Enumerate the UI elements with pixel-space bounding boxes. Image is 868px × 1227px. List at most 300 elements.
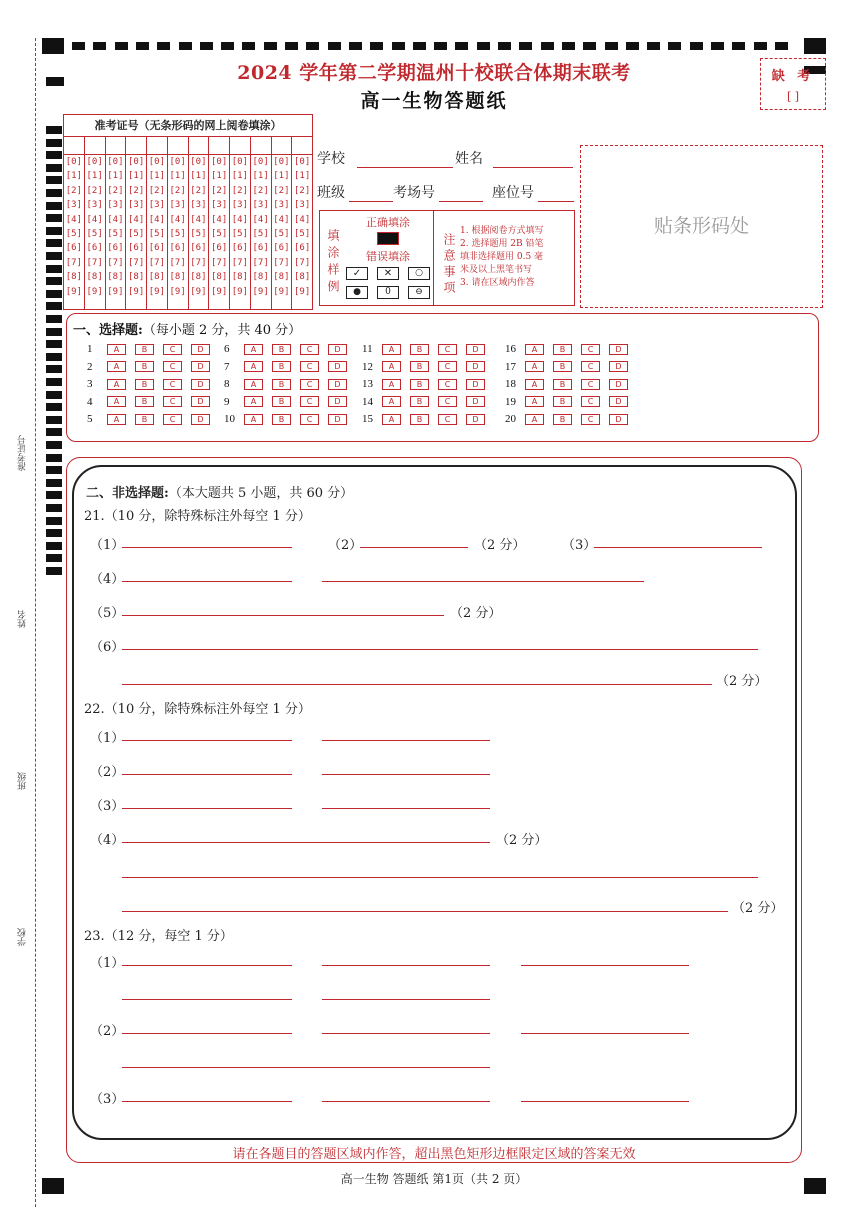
- exam-id-write-cell[interactable]: [85, 137, 105, 155]
- q23-3a-answer-line[interactable]: [122, 1101, 292, 1102]
- q23-2d-answer-line[interactable]: [122, 1067, 490, 1068]
- exam-id-digit-bubble[interactable]: [9]: [86, 286, 103, 297]
- q21-1-answer-line[interactable]: [122, 547, 292, 548]
- exam-id-column: [272, 137, 293, 309]
- exam-id-digit-bubble[interactable]: [2]: [107, 185, 124, 196]
- q23-1b-answer-line[interactable]: [322, 965, 490, 966]
- q21-4b-answer-line[interactable]: [322, 581, 644, 582]
- seat-label: 座位号: [492, 185, 534, 201]
- exam-id-digit-bubble[interactable]: [8]: [293, 272, 311, 283]
- choice-bubble-a[interactable]: A: [107, 379, 126, 390]
- exam-id-digit-bubble[interactable]: [5]: [127, 228, 145, 239]
- exam-id-digit-bubble[interactable]: [2]: [169, 185, 186, 196]
- exam-id-write-cell[interactable]: [64, 137, 84, 155]
- exam-id-digit-bubble[interactable]: [6]: [127, 243, 145, 254]
- question-number: 19: [505, 395, 516, 408]
- side-label-id: 准考证号: [18, 435, 28, 471]
- q23-2b-answer-line[interactable]: [322, 1033, 490, 1034]
- side-label-school: 学校: [18, 928, 28, 946]
- exam-id-digit-bubble[interactable]: [9]: [148, 286, 165, 297]
- exam-id-digit-bubble[interactable]: [1]: [65, 171, 82, 182]
- exam-id-digit-bubble[interactable]: [2]: [293, 185, 311, 196]
- exam-id-digit-bubble[interactable]: [6]: [65, 243, 82, 254]
- exam-id-write-cell[interactable]: [209, 137, 229, 155]
- seat-input[interactable]: [538, 186, 574, 202]
- timing-mark: [605, 42, 618, 50]
- exam-id-digit-bubble[interactable]: [0]: [273, 157, 290, 167]
- exam-id-digit-bubble[interactable]: [3]: [127, 200, 145, 211]
- exam-id-digit-bubble[interactable]: [4]: [169, 214, 186, 225]
- exam-id-digit-bubble[interactable]: [5]: [231, 228, 248, 239]
- choice-bubble-c[interactable]: C: [438, 361, 457, 372]
- choice-bubble-a[interactable]: A: [525, 379, 544, 390]
- exam-id-digit-bubble[interactable]: [2]: [86, 185, 103, 196]
- q22-part-label: （4）: [90, 833, 125, 848]
- exam-id-digit-bubble[interactable]: [1]: [293, 171, 311, 182]
- choice-bubble-c[interactable]: C: [163, 396, 182, 407]
- exam-id-digit-bubble[interactable]: [4]: [190, 214, 207, 225]
- exam-id-digit-bubble[interactable]: [3]: [293, 200, 311, 211]
- choice-bubble-d[interactable]: D: [609, 414, 628, 425]
- choice-bubble-b[interactable]: B: [272, 396, 291, 407]
- q22-2a-answer-line[interactable]: [122, 774, 292, 775]
- class-field: [317, 182, 393, 202]
- choice-bubble-a[interactable]: A: [525, 344, 544, 355]
- exam-id-digit-bubble[interactable]: [4]: [86, 214, 103, 225]
- exam-id-digit-bubble[interactable]: [7]: [252, 257, 269, 268]
- choice-bubble-b[interactable]: B: [553, 396, 572, 407]
- choice-bubble-c[interactable]: C: [300, 379, 319, 390]
- exam-id-write-cell[interactable]: [272, 137, 292, 155]
- q23-1c-answer-line[interactable]: [521, 965, 689, 966]
- exam-id-digit-bubble[interactable]: [2]: [252, 185, 269, 196]
- exam-id-digit-bubble[interactable]: [3]: [273, 200, 290, 211]
- exam-id-digit-bubble[interactable]: [8]: [65, 272, 82, 283]
- exam-id-digit-bubble[interactable]: [0]: [65, 157, 82, 167]
- exam-id-digit-bubble[interactable]: [9]: [127, 286, 145, 297]
- choice-bubble-d[interactable]: D: [609, 396, 628, 407]
- choice-question-row: [87, 413, 219, 425]
- exam-id-digit-bubble[interactable]: [2]: [273, 185, 290, 196]
- choice-bubble-b[interactable]: B: [553, 361, 572, 372]
- exam-id-digit-bubble[interactable]: [5]: [148, 228, 165, 239]
- q23-2a-answer-line[interactable]: [122, 1033, 292, 1034]
- exam-id-digit-bubble[interactable]: [9]: [293, 286, 311, 297]
- note-item: 填非选择题用 0.5 毫: [460, 252, 544, 262]
- absent-mark: [ ]: [786, 90, 800, 103]
- exam-id-digit-bubble[interactable]: [5]: [293, 228, 311, 239]
- choice-bubble-c[interactable]: C: [438, 344, 457, 355]
- exam-id-digit-bubble[interactable]: [7]: [273, 257, 290, 268]
- exam-id-digit-bubble[interactable]: [4]: [210, 214, 228, 225]
- timing-mark: [46, 441, 62, 449]
- exam-id-digit-bubble[interactable]: [1]: [190, 171, 207, 182]
- exam-id-digit-bubble[interactable]: [7]: [231, 257, 248, 268]
- choice-bubble-b[interactable]: B: [135, 379, 154, 390]
- exam-id-digit-bubble[interactable]: [6]: [107, 243, 124, 254]
- choice-bubble-a[interactable]: A: [244, 414, 263, 425]
- exam-id-digit-bubble[interactable]: [8]: [127, 272, 145, 283]
- exam-id-digit-bubble[interactable]: [2]: [127, 185, 145, 196]
- q22-part-label: （1）: [90, 731, 125, 746]
- choice-bubble-a[interactable]: A: [525, 361, 544, 372]
- choice-bubble-b[interactable]: B: [135, 361, 154, 372]
- timing-mark: [115, 42, 128, 50]
- choice-bubble-a[interactable]: A: [382, 396, 401, 407]
- exam-room-field: [393, 182, 483, 202]
- choice-bubble-d[interactable]: D: [466, 414, 485, 425]
- exam-id-digit-bubble[interactable]: [1]: [273, 171, 290, 182]
- choice-bubble-d[interactable]: D: [466, 379, 485, 390]
- name-field: [455, 148, 573, 168]
- q21-3-answer-line[interactable]: [594, 547, 762, 548]
- choice-bubble-b[interactable]: B: [272, 344, 291, 355]
- exam-id-digit-bubble[interactable]: [6]: [148, 243, 165, 254]
- timing-mark: [46, 302, 62, 310]
- choice-bubble-b[interactable]: B: [135, 344, 154, 355]
- choice-bubble-b[interactable]: B: [410, 344, 429, 355]
- section1-heading: 一、选择题:: [73, 323, 143, 338]
- timing-mark: [541, 42, 554, 50]
- q22-1a-answer-line[interactable]: [122, 740, 292, 741]
- timing-mark: [775, 42, 788, 50]
- timing-mark: [46, 340, 62, 348]
- timing-mark: [434, 42, 447, 50]
- q21-2-answer-line[interactable]: [360, 547, 468, 548]
- exam-id-digit-bubble[interactable]: [8]: [86, 272, 103, 283]
- exam-id-digit-bubble[interactable]: [6]: [190, 243, 207, 254]
- timing-mark: [285, 42, 298, 50]
- seat-field: [492, 182, 574, 202]
- choice-question-row: [87, 378, 219, 390]
- choice-bubble-a[interactable]: A: [107, 361, 126, 372]
- choice-bubble-b[interactable]: B: [553, 414, 572, 425]
- q22-3a-answer-line[interactable]: [122, 808, 292, 809]
- choice-bubble-a[interactable]: A: [382, 344, 401, 355]
- choice-bubble-a[interactable]: A: [244, 344, 263, 355]
- exam-id-digit-bubble[interactable]: [0]: [231, 157, 248, 167]
- q23-3b-answer-line[interactable]: [322, 1101, 490, 1102]
- exam-id-write-cell[interactable]: [189, 137, 209, 155]
- q23-3c-answer-line[interactable]: [521, 1101, 689, 1102]
- fill-sample-box: [319, 210, 575, 306]
- choice-bubble-a[interactable]: A: [107, 414, 126, 425]
- exam-id-digit-bubble[interactable]: [0]: [190, 157, 207, 167]
- exam-id-digit-bubble[interactable]: [3]: [252, 200, 269, 211]
- exam-id-digit-bubble[interactable]: [5]: [86, 228, 103, 239]
- q22-2b-answer-line[interactable]: [322, 774, 490, 775]
- choice-bubble-c[interactable]: C: [163, 361, 182, 372]
- choice-bubble-a[interactable]: A: [382, 414, 401, 425]
- choice-bubble-c[interactable]: C: [163, 379, 182, 390]
- sheet-title: 高一生物答题纸: [360, 90, 508, 112]
- exam-id-digit-bubble[interactable]: [7]: [293, 257, 311, 268]
- exam-id-digit-bubble[interactable]: [8]: [148, 272, 165, 283]
- exam-id-digit-bubble[interactable]: [1]: [210, 171, 228, 182]
- choice-bubble-a[interactable]: A: [244, 379, 263, 390]
- exam-id-digit-bubble[interactable]: [0]: [86, 157, 103, 167]
- question-number: 3: [87, 378, 93, 391]
- choice-bubble-d[interactable]: D: [609, 361, 628, 372]
- exam-id-digit-bubble[interactable]: [4]: [107, 214, 124, 225]
- exam-id-digit-bubble[interactable]: [3]: [231, 200, 248, 211]
- exam-id-digit-bubble[interactable]: [2]: [65, 185, 82, 196]
- school-label: 学校: [317, 151, 345, 167]
- exam-id-digit-bubble[interactable]: [1]: [252, 171, 269, 182]
- section1-note: （每小题 2 分，共 40 分）: [142, 323, 302, 338]
- exam-id-digit-bubble[interactable]: [3]: [65, 200, 82, 211]
- timing-mark: [46, 176, 62, 184]
- q21-part-label: （5）: [90, 606, 125, 621]
- choice-bubble-c[interactable]: C: [163, 414, 182, 425]
- section1-title: [73, 319, 301, 338]
- exam-id-digit-bubble[interactable]: [5]: [65, 228, 82, 239]
- q23-1a-answer-line[interactable]: [122, 965, 292, 966]
- exam-id-digit-bubble[interactable]: [4]: [273, 214, 290, 225]
- exam-id-write-cell[interactable]: [106, 137, 126, 155]
- exam-id-digit-bubble[interactable]: [9]: [210, 286, 228, 297]
- exam-id-digit-bubble[interactable]: [4]: [293, 214, 311, 225]
- exam-room-label: 考场号: [393, 185, 435, 201]
- choice-bubble-a[interactable]: A: [244, 396, 263, 407]
- exam-id-digit-bubble[interactable]: [1]: [169, 171, 186, 182]
- choice-bubble-b[interactable]: B: [135, 396, 154, 407]
- exam-id-digit-bubble[interactable]: [0]: [107, 157, 124, 167]
- choice-bubble-a[interactable]: A: [525, 414, 544, 425]
- choice-bubble-d[interactable]: D: [328, 379, 347, 390]
- q21-6a-answer-line[interactable]: [122, 649, 758, 650]
- exam-id-digit-bubble[interactable]: [7]: [190, 257, 207, 268]
- name-label: 姓名: [455, 151, 483, 167]
- exam-id-write-cell[interactable]: [251, 137, 271, 155]
- choice-bubble-a[interactable]: A: [107, 396, 126, 407]
- choice-bubble-b[interactable]: B: [135, 414, 154, 425]
- choice-bubble-b[interactable]: B: [272, 361, 291, 372]
- exam-id-digit-bubble[interactable]: [0]: [148, 157, 165, 167]
- choice-bubble-c[interactable]: C: [581, 414, 600, 425]
- choice-bubble-a[interactable]: A: [382, 361, 401, 372]
- choice-bubble-c[interactable]: C: [438, 414, 457, 425]
- exam-id-digit-bubble[interactable]: [8]: [273, 272, 290, 283]
- exam-id-digit-bubble[interactable]: [1]: [107, 171, 124, 182]
- choice-bubble-b[interactable]: B: [410, 396, 429, 407]
- exam-id-digit-bubble[interactable]: [7]: [148, 257, 165, 268]
- exam-id-digit-bubble[interactable]: [8]: [107, 272, 124, 283]
- exam-id-digit-bubble[interactable]: [3]: [86, 200, 103, 211]
- exam-id-digit-bubble[interactable]: [2]: [190, 185, 207, 196]
- exam-id-digit-bubble[interactable]: [5]: [190, 228, 207, 239]
- q22-1b-answer-line[interactable]: [322, 740, 490, 741]
- exam-id-digit-bubble[interactable]: [4]: [65, 214, 82, 225]
- choice-bubble-b[interactable]: B: [553, 344, 572, 355]
- exam-title: 2024 学年第二学期温州十校联合体期末联考: [237, 62, 631, 84]
- name-input[interactable]: [493, 152, 573, 168]
- choice-bubble-c[interactable]: C: [300, 396, 319, 407]
- timing-mark: [264, 42, 277, 50]
- choice-bubble-d[interactable]: D: [191, 361, 210, 372]
- exam-id-digit-bubble[interactable]: [3]: [210, 200, 228, 211]
- choice-bubble-b[interactable]: B: [553, 379, 572, 390]
- choice-question-row: [224, 361, 356, 373]
- exam-id-digit-bubble[interactable]: [0]: [127, 157, 145, 167]
- q22-4a-answer-line[interactable]: [122, 842, 490, 843]
- exam-id-digit-bubble[interactable]: [4]: [231, 214, 248, 225]
- exam-id-digit-bubble[interactable]: [5]: [169, 228, 186, 239]
- exam-id-digit-bubble[interactable]: [0]: [252, 157, 269, 167]
- timing-mark: [242, 42, 255, 50]
- timing-mark: [46, 328, 62, 336]
- points-label: （2 分）: [450, 606, 502, 621]
- exam-id-digit-bubble[interactable]: [9]: [65, 286, 82, 297]
- choice-bubble-c[interactable]: C: [438, 379, 457, 390]
- exam-id-digit-bubble[interactable]: [8]: [252, 272, 269, 283]
- choice-bubble-b[interactable]: B: [272, 414, 291, 425]
- choice-bubble-c[interactable]: C: [300, 414, 319, 425]
- choice-bubble-d[interactable]: D: [466, 396, 485, 407]
- exam-id-digit-bubble[interactable]: [6]: [231, 243, 248, 254]
- exam-id-digit-bubble[interactable]: [7]: [107, 257, 124, 268]
- exam-id-digit-bubble[interactable]: [7]: [169, 257, 186, 268]
- choice-bubble-c[interactable]: C: [300, 344, 319, 355]
- exam-room-input[interactable]: [439, 186, 483, 202]
- exam-id-digit-bubble[interactable]: [9]: [169, 286, 186, 297]
- q22-4b-answer-line[interactable]: [122, 877, 758, 878]
- exam-id-digit-bubble[interactable]: [6]: [252, 243, 269, 254]
- exam-id-digit-bubble[interactable]: [6]: [86, 243, 103, 254]
- choice-bubble-d[interactable]: D: [466, 344, 485, 355]
- choice-bubble-c[interactable]: C: [581, 344, 600, 355]
- choice-bubble-c[interactable]: C: [300, 361, 319, 372]
- exam-id-digit-bubble[interactable]: [3]: [169, 200, 186, 211]
- choice-bubble-c[interactable]: C: [163, 344, 182, 355]
- q23-2c-answer-line[interactable]: [521, 1033, 689, 1034]
- choice-bubble-c[interactable]: C: [581, 396, 600, 407]
- choice-bubble-b[interactable]: B: [410, 379, 429, 390]
- timing-mark: [413, 42, 426, 50]
- note-item: 1. 根据阅卷方式填写: [460, 226, 544, 236]
- exam-id-digit-bubble[interactable]: [9]: [231, 286, 248, 297]
- exam-id-digit-bubble[interactable]: [1]: [231, 171, 248, 182]
- question-number: 20: [505, 413, 516, 426]
- exam-id-write-cell[interactable]: [230, 137, 250, 155]
- exam-id-digit-bubble[interactable]: [5]: [273, 228, 290, 239]
- exam-id-digit-bubble[interactable]: [0]: [293, 157, 311, 167]
- exam-id-digit-bubble[interactable]: [6]: [169, 243, 186, 254]
- timing-mark: [46, 403, 62, 411]
- exam-id-digit-bubble[interactable]: [9]: [190, 286, 207, 297]
- exam-id-write-cell[interactable]: [292, 137, 312, 155]
- exam-id-digit-bubble[interactable]: [4]: [252, 214, 269, 225]
- q21-6b-answer-line[interactable]: [122, 684, 712, 685]
- choice-bubble-d[interactable]: D: [609, 344, 628, 355]
- exam-id-digit-bubble[interactable]: [2]: [210, 185, 228, 196]
- choice-bubble-d[interactable]: D: [328, 361, 347, 372]
- exam-id-digit-bubble[interactable]: [3]: [107, 200, 124, 211]
- q21-4a-answer-line[interactable]: [122, 581, 292, 582]
- choice-bubble-d[interactable]: D: [191, 344, 210, 355]
- choice-question-row: [224, 396, 356, 408]
- exam-id-digit-bubble[interactable]: [4]: [127, 214, 145, 225]
- exam-id-digit-bubble[interactable]: [8]: [210, 272, 228, 283]
- q23-1d-answer-line[interactable]: [122, 999, 292, 1000]
- exam-id-digit-bubble[interactable]: [1]: [86, 171, 103, 182]
- class-input[interactable]: [349, 186, 393, 202]
- exam-id-digit-bubble[interactable]: [5]: [210, 228, 228, 239]
- note-item: 米及以上黑笔书写: [460, 265, 533, 275]
- timing-mark: [46, 214, 62, 222]
- choice-bubble-c[interactable]: C: [581, 361, 600, 372]
- choice-bubble-c[interactable]: C: [581, 379, 600, 390]
- exam-id-digit-bubble[interactable]: [5]: [252, 228, 269, 239]
- choice-bubble-a[interactable]: A: [244, 361, 263, 372]
- choice-bubble-b[interactable]: B: [410, 414, 429, 425]
- school-input[interactable]: [357, 152, 453, 168]
- exam-id-digit-bubble[interactable]: [2]: [148, 185, 165, 196]
- choice-bubble-b[interactable]: B: [410, 361, 429, 372]
- exam-id-write-cell[interactable]: [168, 137, 188, 155]
- timing-mark: [136, 42, 149, 50]
- choice-bubble-d[interactable]: D: [466, 361, 485, 372]
- exam-id-digit-bubble[interactable]: [9]: [252, 286, 269, 297]
- choice-bubble-c[interactable]: C: [438, 396, 457, 407]
- exam-id-write-cell[interactable]: [126, 137, 146, 155]
- timing-mark: [562, 42, 575, 50]
- q22-3b-answer-line[interactable]: [322, 808, 490, 809]
- absent-box[interactable]: [760, 58, 826, 110]
- exam-id-write-cell[interactable]: [147, 137, 167, 155]
- exam-id-digit-bubble[interactable]: [3]: [190, 200, 207, 211]
- choice-bubble-b[interactable]: B: [272, 379, 291, 390]
- q22-4c-answer-line[interactable]: [122, 911, 728, 912]
- question-number: 14: [362, 395, 373, 408]
- exam-id-digit-bubble[interactable]: [8]: [190, 272, 207, 283]
- exam-id-digit-bubble[interactable]: [7]: [210, 257, 228, 268]
- exam-id-digit-bubble[interactable]: [7]: [86, 257, 103, 268]
- exam-id-digit-bubble[interactable]: [6]: [210, 243, 228, 254]
- exam-id-digit-bubble[interactable]: [7]: [65, 257, 82, 268]
- choice-bubble-a[interactable]: A: [107, 344, 126, 355]
- choice-bubble-d[interactable]: D: [191, 414, 210, 425]
- exam-id-digit-bubble[interactable]: [5]: [107, 228, 124, 239]
- choice-bubble-a[interactable]: A: [525, 396, 544, 407]
- exam-id-digit-bubble[interactable]: [1]: [148, 171, 165, 182]
- choice-bubble-a[interactable]: A: [382, 379, 401, 390]
- choice-bubble-d[interactable]: D: [328, 344, 347, 355]
- exam-id-digit-bubble[interactable]: [0]: [169, 157, 186, 167]
- exam-id-digit-bubble[interactable]: [6]: [273, 243, 290, 254]
- exam-id-digit-bubble[interactable]: [0]: [210, 157, 228, 167]
- exam-id-digit-bubble[interactable]: [7]: [127, 257, 145, 268]
- exam-id-title: 准考证号（无条形码的网上阅卷填涂）: [64, 115, 312, 137]
- choice-bubble-d[interactable]: D: [191, 396, 210, 407]
- exam-id-digit-bubble[interactable]: [3]: [148, 200, 165, 211]
- q23-1e-answer-line[interactable]: [322, 999, 490, 1000]
- choice-bubble-d[interactable]: D: [328, 414, 347, 425]
- exam-id-digit-bubble[interactable]: [8]: [231, 272, 248, 283]
- choice-bubble-d[interactable]: D: [191, 379, 210, 390]
- q21-5-answer-line[interactable]: [122, 615, 444, 616]
- exam-id-digit-bubble[interactable]: [9]: [273, 286, 290, 297]
- exam-id-digit-bubble[interactable]: [9]: [107, 286, 124, 297]
- exam-id-digit-bubble[interactable]: [8]: [169, 272, 186, 283]
- note-item: 2. 选择题用 2B 铅笔: [460, 239, 544, 249]
- choice-bubble-d[interactable]: D: [328, 396, 347, 407]
- exam-id-digit-bubble[interactable]: [1]: [127, 171, 145, 182]
- exam-id-digit-bubble[interactable]: [6]: [293, 243, 311, 254]
- choice-bubble-d[interactable]: D: [609, 379, 628, 390]
- exam-id-digit-bubble[interactable]: [2]: [231, 185, 248, 196]
- exam-id-digit-bubble[interactable]: [4]: [148, 214, 165, 225]
